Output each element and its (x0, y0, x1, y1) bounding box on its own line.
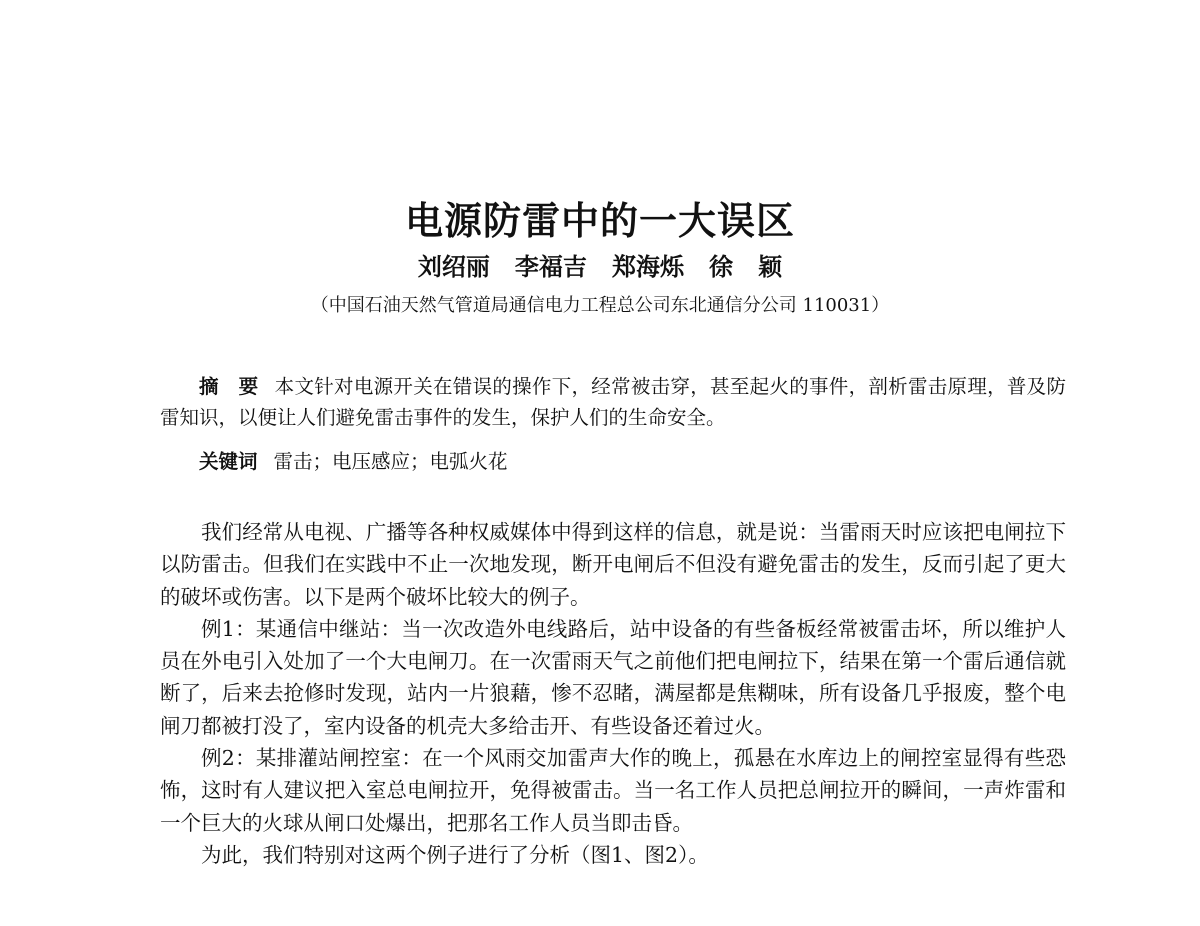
paper-title: 电源防雷中的一大误区 (404, 199, 795, 243)
abstract-section (160, 371, 1066, 433)
abstract-label: 摘 要 (199, 375, 259, 398)
body-paragraph-4: 为此，我们特别对这两个例子进行了分析（图1、图2）。 (201, 842, 709, 867)
body-paragraph-2: 例1：某通信中继站：当一次改造外电线路后，站中设备的有些备板经常被雷击坏，所以维护人员在外电引入处加了一个大电闸刀。在一次雷雨天气之前他们把电闸拉下，结果在第一个雷后通信就断了，后来去抢修时发现，站内一片狼藉，惨不忍睹，满屋都是焦糊味，所有设备几乎报废，整个电闸刀都被打没了，室内设备的机壳大多给击开、有些设备还着过火。 (160, 616, 1066, 738)
keywords-text: 雷击；电压感应；电弧火花 (273, 450, 508, 473)
abstract-text: 本文针对电源开关在错误的操作下，经常被击穿，甚至起火的事件，剖析雷击原理，普及防雷知识，以便让人们避免雷击事件的发生，保护人们的生命安全。 (160, 375, 1066, 429)
author-list: 刘绍丽 李福吉 郑海烁 徐 颖 (417, 253, 783, 281)
keywords-section (160, 446, 1066, 477)
body-section (160, 516, 1066, 871)
keywords-label: 关键词 (199, 450, 258, 473)
body-paragraph-3: 例2：某排灌站闸控室：在一个风雨交加雷声大作的晚上，孤悬在水库边上的闸控室显得有些恐怖，这时有人建议把入室总电闸拉开，免得被雷击。当一名工作人员把总闸拉开的瞬间，一声炸雷和一个巨大的火球从闸口处爆出，把那名工作人员当即击昏。 (160, 746, 1066, 835)
body-paragraph-1: 我们经常从电视、广播等各种权威媒体中得到这样的信息，就是说：当雷雨天时应该把电闸拉下以防雷击。但我们在实践中不止一次地发现，断开电闸后不但没有避免雷击的发生，反而引起了更大的破坏或伤害。以下是两个破坏比较大的例子。 (160, 520, 1066, 609)
keywords-paragraph (160, 446, 1066, 477)
author-affiliation: （中国石油天然气管道局通信电力工程总公司东北通信分公司 110031） (310, 295, 890, 316)
abstract-paragraph (160, 371, 1066, 433)
